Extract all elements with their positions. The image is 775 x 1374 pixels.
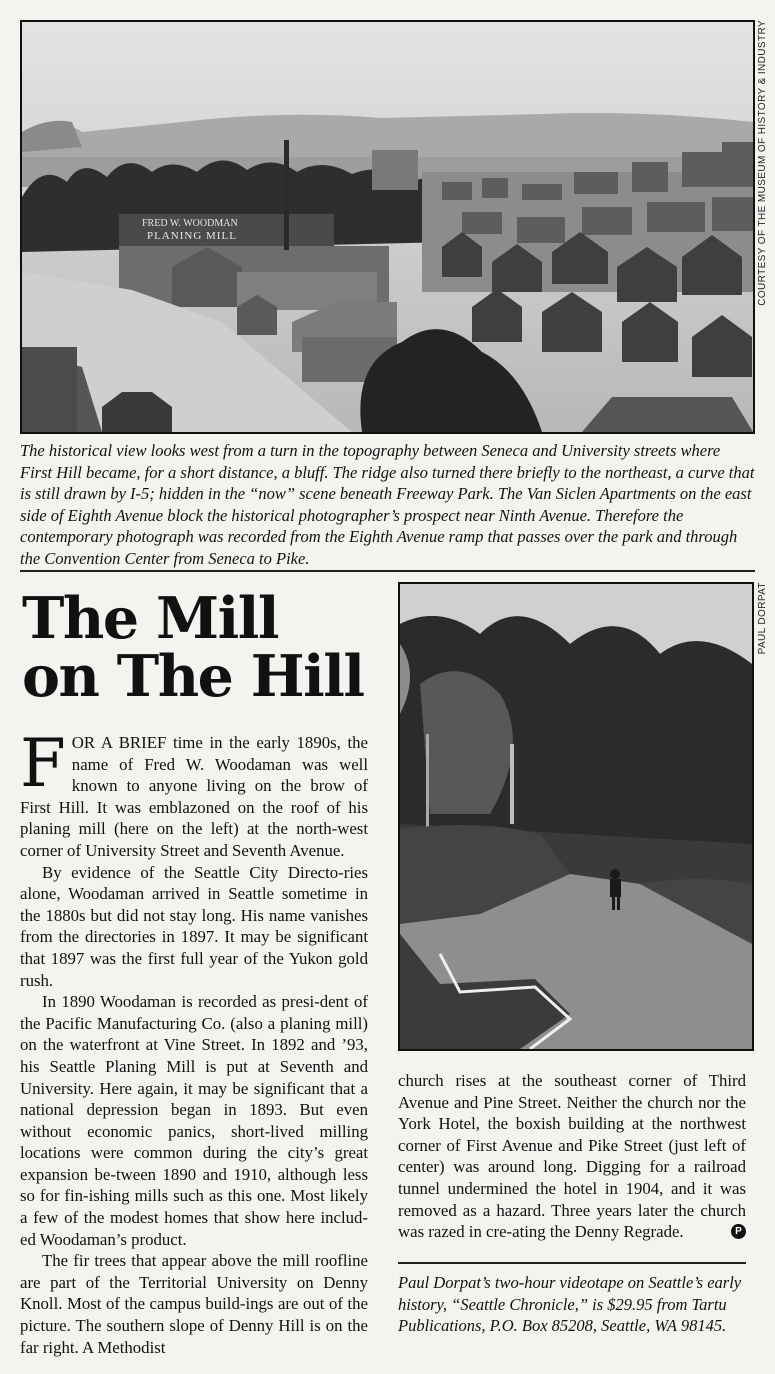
caption-divider bbox=[20, 570, 755, 572]
promo-divider bbox=[398, 1262, 746, 1264]
contemporary-photo-image bbox=[400, 584, 752, 1049]
contemporary-photo-credit: PAUL DORPAT bbox=[757, 582, 768, 655]
article-paragraph-4: The fir trees that appear above the mill roofline are part of the Territorial University on Denny Knoll. Most of the campus build-ings are out of the picture. The southern slope of Denny Hill is on the far right. A Methodist bbox=[20, 1251, 368, 1357]
article-paragraph-1: FOR A BRIEF time in the early 1890s, the name of Fred W. Woodaman was well known to anyone living on the brow of First Hill. It was emblazoned on the roof of his planing mill (here on the left) at the north-west corner of University Street and Seventh Avenue. bbox=[20, 725, 368, 860]
mill-roof-sign-line2: PLANING MILL bbox=[147, 230, 237, 242]
videotape-promo: Paul Dorpat’s two-hour videotape on Seattle’s early history, “Seattle Chronicle,” is $29.95 from Tartu Publications, P.O. Box 85208, Seattle, WA 98145. bbox=[398, 1273, 742, 1335]
contemporary-photo bbox=[398, 582, 754, 1051]
drop-cap: F bbox=[20, 725, 66, 802]
article-column-right bbox=[398, 1070, 746, 1243]
photo-caption: The historical view looks west from a turn in the topography between Seneca and University streets where First Hill became, for a short distance, a bluff. The ridge also turned there briefly to the northeast, a curve that is still drawn by I-5; hidden in the “now” scene beneath Freeway Park. The Van Siclen Apartments on the east side of Eighth Avenue block the historical photographer’s prospect near Ninth Avenue. Therefore the contemporary photograph was recorded from the Eighth Avenue ramp that passes over the park and through the Convention Center from Seneca to Pike. bbox=[20, 441, 755, 568]
headline bbox=[22, 585, 382, 710]
headline-line2: on The Hill bbox=[22, 643, 364, 710]
historical-photo-credit: COURTESY OF THE MUSEUM OF HISTORY & INDUSTRY bbox=[757, 20, 768, 306]
mill-roof-sign-line1: FRED W. WOODMAN bbox=[142, 218, 238, 229]
article-paragraph-2: By evidence of the Seattle City Directo-ries alone, Woodaman arrived in Seattle sometime in the 1880s but did not stay long. His name vanishes from the directories in 1897. It may be significant that 1897 was the first full year of the Yukon gold rush. bbox=[20, 862, 368, 990]
article-paragraph-5: church rises at the southeast corner of Third Avenue and Pine Street. Neither the church nor the York Hotel, the boxish building at the northwest corner of First Avenue and Pike Street (just left of center) was around long. Digging for a railroad tunnel undermined the hotel in 1904, and it was removed as a hazard. Three years later the church was razed in cre-ating the Denny Regrade. P bbox=[398, 1071, 746, 1242]
article-column-left bbox=[20, 725, 368, 1358]
article-paragraph-3: In 1890 Woodaman is recorded as presi-dent of the Pacific Manufacturing Co. (also a planing mill) on the waterfront at Vine Street. In 1892 and ’93, his Seattle Planing Mill is put at Seventh and University. Here again, it may be significant that a national depression began in 1893. But even without economic panics, short-lived milling locations were common during the city’s great expansion be-tween 1890 and 1910, although less so for fin-ishing mills such as this one. Most likely a few of the modest homes that show here includ-ed Woodaman’s product. bbox=[20, 992, 368, 1249]
headline-line1: The Mill bbox=[22, 585, 279, 652]
historical-photo bbox=[20, 20, 755, 434]
historical-photo-image bbox=[22, 22, 753, 432]
end-mark-icon: P bbox=[731, 1224, 746, 1239]
